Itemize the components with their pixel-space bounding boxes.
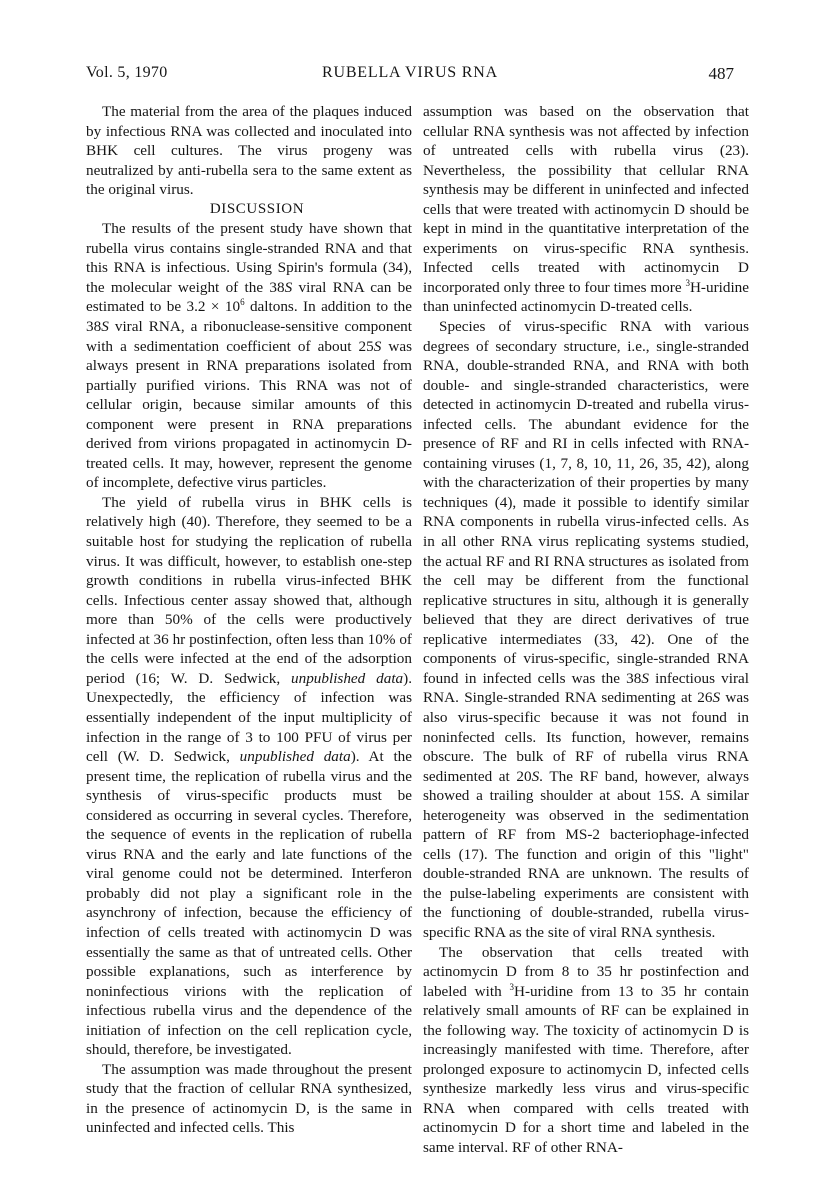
page-number: 487 bbox=[708, 64, 734, 83]
volume-label: Vol. 5, 1970 bbox=[86, 64, 168, 81]
paragraph-actinomycin-observation: The observation that cells treated with actinomycin D from 8 to 35 hr postinfection and labeled with $^3$H-uridine from 13 to 35 hr contain relatively small amounts of RF can be explained in the following way. The toxicity of actinomycin D is increasingly manifested with time. Therefore, after prolonged exposure to actinomycin D, infected cells synthesize markedly less virus and virus-specific RNA when compared with cells treated with actinomycin D for a short time and labeled in the same interval. RF of other RNA- bbox=[423, 943, 749, 1156]
paragraph-discussion-intro: The results of the present study have shown that rubella virus contains single-stranded RNA and that this RNA is infectious. Using Spirin's formula (34), the molecular weight of the 38S viral RNA can be estimated to be $3.2 \times 10^6$ daltons. In addition to the 38S viral RNA, a ribonuclease-sensitive component with a sedimentation coefficient of about 25S was always present in RNA preparations isolated from partially purified virions. This RNA was not of cellular origin, because similar amounts of this component were present in RNA preparations derived from virions propagated in actinomycin D-treated cells. It may, however, represent the genome of incomplete, defective virus particles. bbox=[86, 220, 412, 492]
paragraph-results-neutralization: The material from the area of the plaques induced by infectious RNA was collected and inoculated into BHK cell cultures. The virus progeny was neutralized by anti-rubella sera to the same extent as the original virus. bbox=[86, 103, 412, 199]
running-header bbox=[86, 64, 734, 86]
right-column bbox=[423, 102, 749, 1158]
paragraph-yield-bhk: The yield of rubella virus in BHK cells is relatively high (40). Therefore, they seemed to be a suitable host for studying the replication of rubella virus. It was difficult, however, to establish one-step growth conditions in rubella virus-infected BHK cells. Infectious center assay showed that, although more than 50% of the cells were productively infected at 36 hr postinfection, often less than 10% of the cells were infected at the end of the adsorption period (16; W. D. Sedwick, unpublished data). Unexpectedly, the efficiency of infection was essentially independent of the input multiplicity of infection in the range of 3 to 100 PFU of virus per cell (W. D. Sedwick, unpublished data). At the present time, the replication of rubella virus and the synthesis of virus-specific products must be considered as occurring in several cycles. Therefore, the sequence of events in the replication of rubella virus RNA and the early and late functions of the viral genome could not be determined. Interferon probably did not play a significant role in the asynchrony of infection, because the efficiency of infection of cells treated with actinomycin D was essentially the same as that of untreated cells. Other possible explanations, such as interference by noninfectious virions with the replication of infectious rubella virus and the dependence of the initiation of infection on the cell replication cycle, should, therefore, be investigated. bbox=[86, 493, 413, 1059]
left-column bbox=[86, 102, 412, 1138]
paragraph-assumption: The assumption was made throughout the present study that the fraction of cellular RNA synthesized, in the presence of actinomycin D, is the same in uninfected and infected cells. This bbox=[86, 1060, 412, 1137]
running-title: RUBELLA VIRUS RNA bbox=[322, 64, 498, 81]
paragraph-assumption-continued: assumption was based on the observation that cellular RNA synthesis was not affected by infection of untreated cells with rubella virus (23). Nevertheless, the possibility that cellular RNA synthesis may be different in uninfected and infected cells that were treated with actinomycin D should be kept in mind in the quantitative interpretation of the experiments on virus-specific RNA synthesis. Infected cells treated with actinomycin D incorporated only three to four times more $^3$H-uridine than uninfected actinomycin D-treated cells. bbox=[423, 103, 749, 316]
paragraph-species-rna: Species of virus-specific RNA with various degrees of secondary structure, i.e., single-stranded RNA, double-stranded RNA, and RNA with both double- and single-stranded characteristics, were detected in actinomycin D-treated and rubella virus-infected cells. The abundant evidence for the presence of RF and RI in cells infected with RNA-containing viruses (1, 7, 8, 10, 11, 26, 35, 42), along with the characterization of their properties by many techniques (4), made it possible to identify similar RNA components in rubella virus-infected cells. As in all other RNA virus replicating systems studied, the actual RF and RI RNA structures as isolated from the cell may be different from the functional replicative structures in situ, although it is generally believed that they are direct derivatives of true replicative intermediates (33, 42). One of the components of virus-specific, single-stranded RNA found in infected cells was the 38S infectious viral RNA. Single-stranded RNA sedimenting at 26S was also virus-specific because it was not found in noninfected cells. Its function, however, remains obscure. The bulk of RF of rubella virus RNA sedimented at 20S. The RF band, however, always showed a trailing shoulder at about 15S. A similar heterogeneity was observed in the sedimentation pattern of RF from MS-2 bacteriophage-infected cells (17). The function and origin of this "light" double-stranded RNA are unknown. The results of the pulse-labeling experiments are consistent with the functioning of double-stranded, rubella virus-specific RNA as the site of viral RNA synthesis. bbox=[423, 318, 749, 941]
section-heading-discussion: DISCUSSION bbox=[209, 200, 305, 217]
